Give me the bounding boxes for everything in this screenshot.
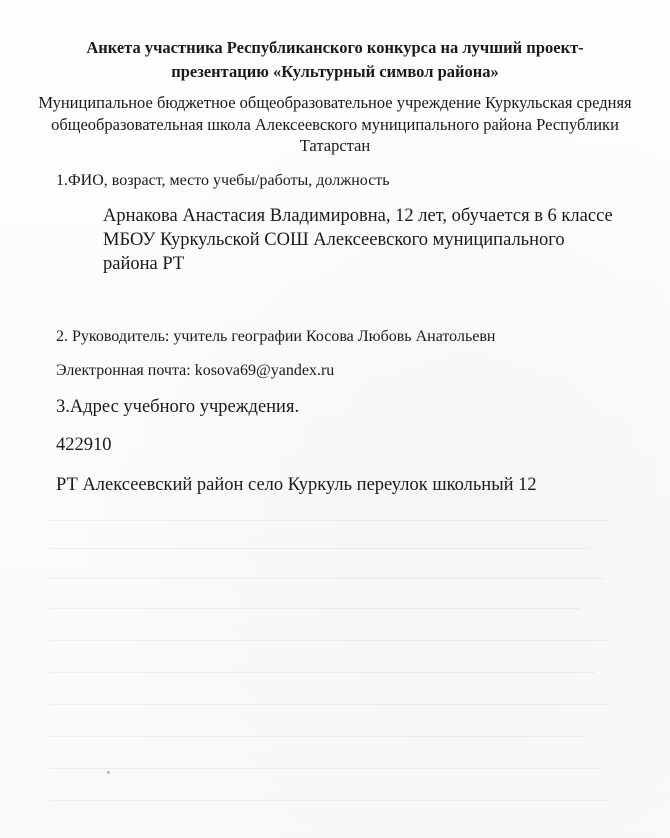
show-through-line xyxy=(50,736,585,737)
supervisor-line: 2. Руководитель: учитель географии Косова Любовь Анатольевн xyxy=(56,328,496,345)
postal-code: 422910 xyxy=(56,435,112,455)
school-address: РТ Алексеевский район село Куркуль переулок школьный 12 xyxy=(56,475,537,495)
show-through-line xyxy=(50,800,610,801)
show-through-line xyxy=(50,640,610,641)
institution-name: Муниципальное бюджетное общеобразовательное учреждение Куркульская средняя общеобразовательная школа Алексеевского муниципального района Республики Татарстан xyxy=(38,93,632,155)
question-1-answer: Арнакова Анастасия Владимировна, 12 лет, обучается в 6 классе МБОУ Куркульской СОШ Алексеевского муниципального района РТ xyxy=(103,206,613,274)
scan-speck xyxy=(107,771,110,774)
question-3-label: 3.Адрес учебного учреждения. xyxy=(56,397,300,417)
show-through-line xyxy=(50,548,590,549)
show-through-line xyxy=(50,520,610,521)
show-through-line xyxy=(50,578,605,579)
show-through-line xyxy=(50,672,595,673)
question-1-label: 1.ФИО, возраст, место учебы/работы, должность xyxy=(56,172,390,189)
show-through-line xyxy=(50,704,608,705)
email-line: Электронная почта: kosova69@yandex.ru xyxy=(56,362,335,379)
show-through-line xyxy=(50,608,580,609)
document-title: Анкета участника Республиканского конкурса на лучший проект-презентацию «Культурный символ района» xyxy=(86,38,584,81)
show-through-line xyxy=(50,768,600,769)
